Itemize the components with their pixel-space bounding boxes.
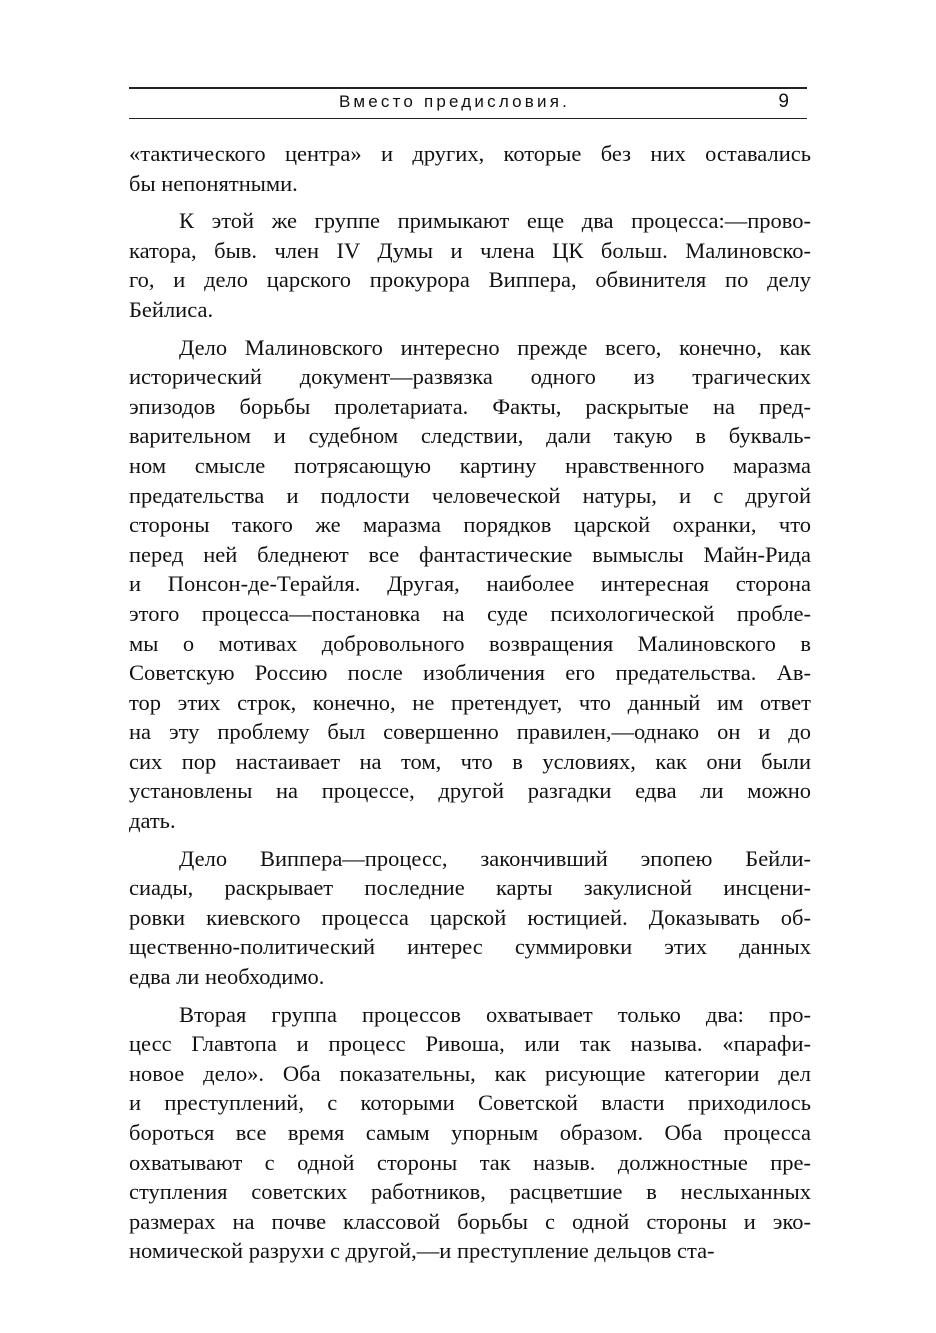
text-line: бы непонятными. (129, 170, 298, 196)
text-line: предательства и подлости человеческой натуры, и с другой (129, 482, 811, 508)
text-line: исторический документ—развязка одного из трагических (129, 364, 811, 390)
running-title: Вместо предисловия. (339, 92, 571, 111)
paragraph (129, 1000, 811, 1266)
text-line: катора, быв. член IV Думы и члена ЦК больш. Малиновско- (129, 237, 811, 263)
text-line: сиады, раскрывает последние карты закулисной инсцени- (129, 875, 811, 901)
header-top-rule (129, 87, 807, 89)
text-line: эпизодов борьбы пролетариата. Факты, раскрытые на пред- (129, 393, 811, 419)
text-line: и Понсон-де-Терайля. Другая, наиболее интересная сторона (129, 571, 811, 597)
paragraph (129, 333, 811, 836)
text-line: ровки киевского процесса царской юстицией. Доказывать об- (129, 904, 811, 930)
text-line: этого процесса—постановка на суде психологической пробле- (129, 600, 811, 626)
paragraph (129, 139, 811, 198)
text-line: Вторая группа процессов охватывает только два: про- (179, 1001, 811, 1027)
text-line: Бейлиса. (129, 296, 214, 322)
text-line: сих пор настаивает на том, что в условиях, как они были (129, 748, 811, 774)
text-line: бороться все время самым упорным образом. Оба процесса (129, 1120, 811, 1145)
text-line: ступления советских работников, расцветшие в неслыханных (129, 1179, 811, 1205)
text-line: стороны такого же маразма порядков царской охранки, что (129, 512, 811, 538)
text-line: размерах на почве классовой борьбы с одной стороны и эко- (129, 1208, 811, 1234)
text-line: дать. (129, 808, 176, 834)
text-line: Дело Виппера—процесс, закончивший эпопею Бейли- (179, 845, 811, 871)
text-line: цесс Главтопа и процесс Ривоша, или так называ. «парафи- (129, 1031, 811, 1057)
text-line: и преступлений, с которыми Советской власти приходилось (129, 1090, 811, 1116)
text-line: установлены на процессе, другой разгадки едва ли можно (129, 778, 811, 804)
text-line: щественно-политический интерес суммировки этих данных (129, 934, 811, 960)
body-text (129, 139, 811, 1274)
text-line: перед ней бледнеют все фантастические вымыслы Майн-Рида (129, 541, 811, 567)
page-header (129, 82, 807, 124)
text-line: тор этих строк, конечно, не претендует, что данный им ответ (129, 689, 811, 715)
paragraph (129, 206, 811, 324)
text-line: новое дело». Оба показательны, как рисующие категории дел (129, 1060, 811, 1086)
text-line: на эту проблему был совершенно правилен,—однако он и до (129, 719, 811, 745)
text-line: «тактического центра» и других, которые без них оставались (129, 141, 811, 166)
text-line: мы о мотивах добровольного возвращения Малиновского в (129, 630, 811, 656)
text-line: номической разрухи с другой,—и преступление дельцов ста- (129, 1238, 715, 1264)
text-line: ном смысле потрясающую картину нравственного маразма (129, 452, 811, 478)
text-line: охватывают с одной стороны так назыв. должностные пре- (129, 1149, 811, 1175)
page-number: 9 (778, 91, 789, 112)
header-bottom-rule (129, 118, 807, 119)
paragraph (129, 844, 811, 992)
text-line: варительном и судебном следствии, дали такую в букваль- (129, 423, 811, 449)
text-line: Дело Малиновского интересно прежде всего, конечно, как (179, 334, 811, 360)
text-line: едва ли необходимо. (129, 964, 325, 990)
text-line: Советскую Россию после изобличения его предательства. Ав- (129, 660, 811, 686)
text-line: К этой же группе примыкают еще два процесса:—прово- (179, 208, 811, 234)
text-line: го, и дело царского прокурора Виппера, обвинителя по делу (129, 267, 811, 293)
